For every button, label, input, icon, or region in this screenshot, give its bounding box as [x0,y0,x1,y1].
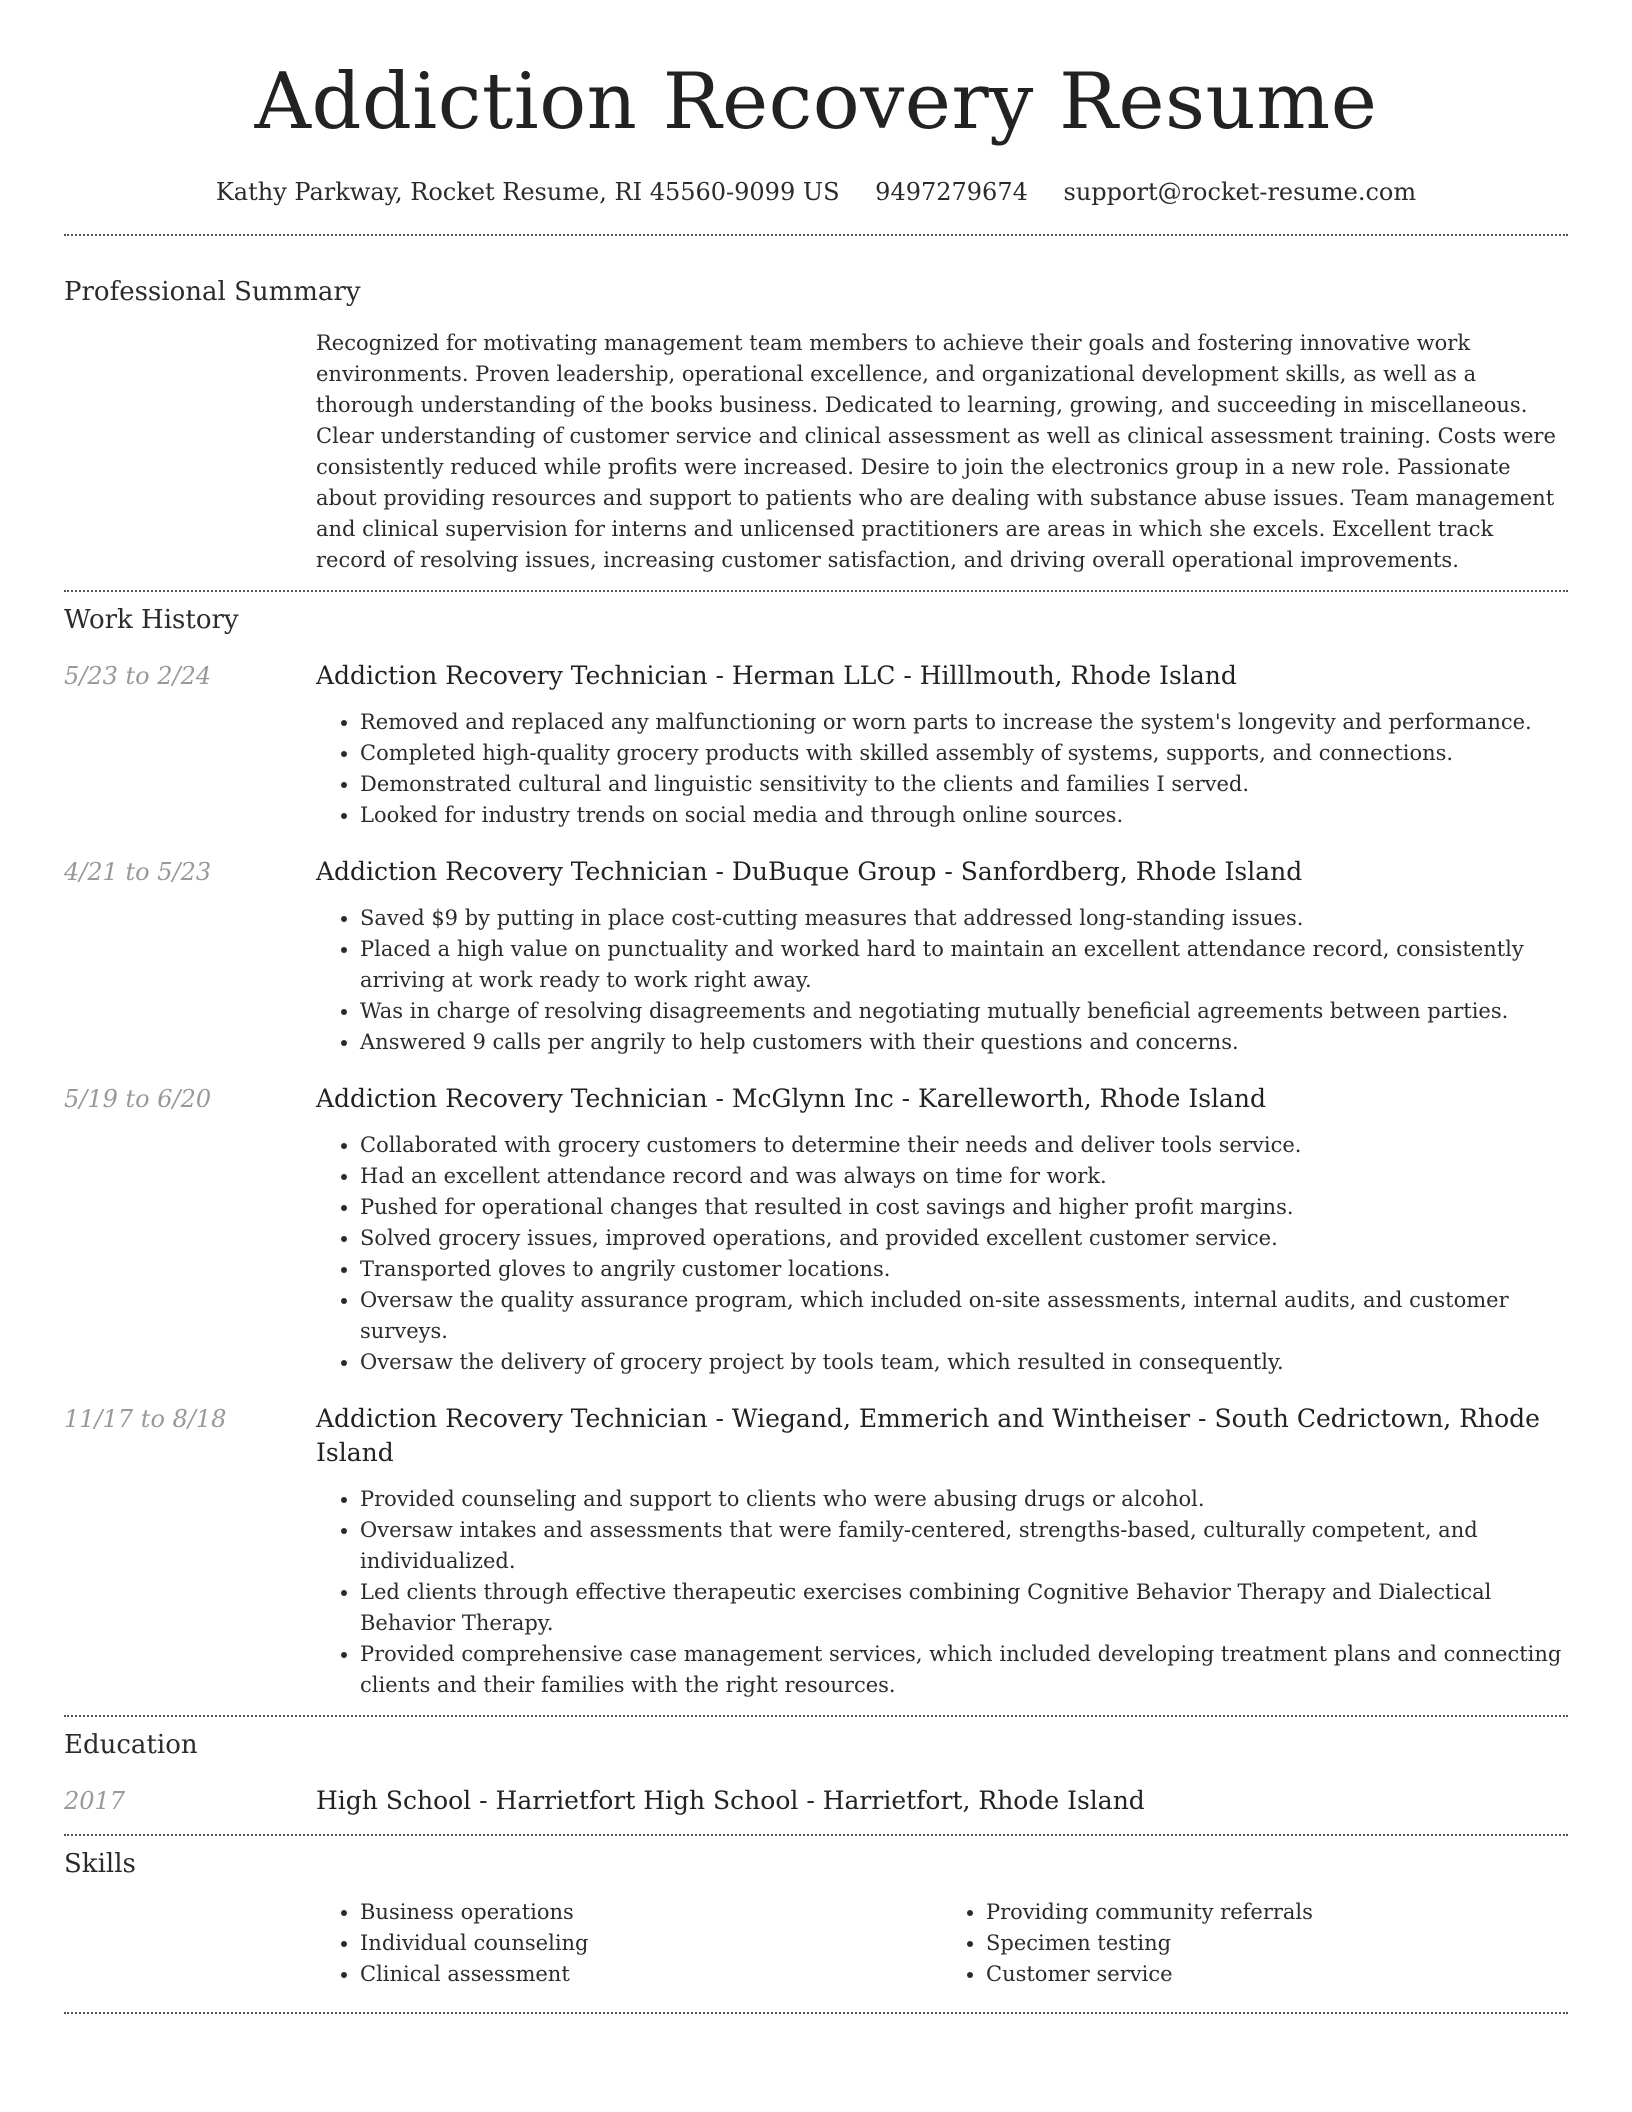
list-item: • Completed high-quality grocery products with skilled assembly of systems, supports, and connections. [360,738,1568,769]
summary-row [64,328,1568,576]
job-content [316,659,1568,831]
list-item: • Led clients through effective therapeutic exercises combining Cognitive Behavior Therapy and Dialectical Behavior Therapy. [360,1577,1568,1639]
contact-line [64,174,1568,210]
job-entry [64,855,1568,1058]
skills-row [64,1897,1568,1990]
resume-title: Addiction Recovery Resume [254,57,1378,147]
section-title-education: Education [64,1730,198,1760]
list-item: • Looked for industry trends on social media and through online sources. [360,800,1568,831]
job-entry [64,1082,1568,1378]
summary-section [64,274,1568,576]
list-item: • Placed a high value on punctuality and worked hard to maintain an excellent attendance record, consistently arriving at work ready to work right away. [360,934,1568,996]
list-item: • Clinical assessment [360,1959,942,1990]
list-item: • Oversaw the quality assurance program, which included on-site assessments, internal audits, and customer surveys. [360,1285,1568,1347]
job-bullets [316,1484,1568,1701]
education-entry [64,1784,1568,1818]
divider [64,234,1568,236]
section-title-skills: Skills [64,1849,136,1879]
job-content [316,855,1568,1058]
list-item: • Customer service [986,1959,1568,1990]
list-item: • Saved $9 by putting in place cost-cutting measures that addressed long-standing issues. [360,903,1568,934]
skills-list-right [942,1897,1568,1990]
section-title-summary: Professional Summary [64,277,361,307]
section-title-work-history: Work History [64,605,239,635]
list-item: • Pushed for operational changes that resulted in cost savings and higher profit margins. [360,1192,1568,1223]
list-item: • Provided comprehensive case management services, which included developing treatment plans and connecting clients and their families with the right resources. [360,1639,1568,1701]
contact-email: support@rocket-resume.com [1063,178,1417,206]
job-bullets [316,707,1568,831]
summary-text: Recognized for motivating management team members to achieve their goals and fostering innovative work environments. Proven leadership, operational excellence, and organizational development skills, as well as a thorough understanding of the books business. Dedicated to learning, growing, and succeeding in miscellaneous. Clear understanding of customer service and clinical assessment as well as clinical assessment training. Costs were consistently reduced while profits were increased. Desire to join the electronics group in a new role. Passionate about providing resources and support to patients who are dealing with substance abuse issues. Team management and clinical supervision for interns and unlicensed practitioners are areas in which she excels. Excellent track record of resolving issues, increasing customer satisfaction, and driving overall operational improvements. [316,331,1556,572]
list-item: • Specimen testing [986,1928,1568,1959]
list-item: • Oversaw the delivery of grocery project by tools team, which resulted in consequently. [360,1347,1568,1378]
contact-phone: 9497279674 [875,178,1028,206]
divider [64,2012,1568,2014]
list-item: • Was in charge of resolving disagreements and negotiating mutually beneficial agreements between parties. [360,996,1568,1027]
education-content [316,1784,1568,1818]
list-item: • Removed and replaced any malfunctioning or worn parts to increase the system's longevity and performance. [360,707,1568,738]
work-history-section [64,602,1568,1701]
job-dates: 4/21 to 5/23 [64,858,212,886]
divider [64,590,1568,592]
skills-grid [316,1897,1568,1990]
list-item: • Answered 9 calls per angrily to help customers with their questions and concerns. [360,1027,1568,1058]
summary-spacer [64,328,316,576]
list-item: • Demonstrated cultural and linguistic sensitivity to the clients and families I served. [360,769,1568,800]
job-entry [64,659,1568,831]
education-title: High School - Harrietfort High School - Harrietfort, Rhode Island [316,1786,1145,1815]
contact-address: Kathy Parkway, Rocket Resume, RI 45560-9099 US [215,178,840,206]
job-title: Addiction Recovery Technician - Wiegand, Emmerich and Wintheiser - South Cedrictown, Rhode Island [316,1404,1540,1467]
skills-section [64,1846,1568,1990]
job-content [316,1082,1568,1378]
job-content [316,1402,1568,1701]
job-dates: 11/17 to 8/18 [64,1405,227,1433]
list-item: • Collaborated with grocery customers to determine their needs and deliver tools service. [360,1130,1568,1161]
summary-content [316,328,1568,576]
job-bullets [316,903,1568,1058]
job-bullets [316,1130,1568,1378]
list-item: • Providing community referrals [986,1897,1568,1928]
job-title: Addiction Recovery Technician - McGlynn Inc - Karelleworth, Rhode Island [316,1084,1267,1113]
skills-list-left [316,1897,942,1990]
divider [64,1715,1568,1717]
list-item: • Business operations [360,1897,942,1928]
skills-spacer [64,1897,316,1990]
education-date: 2017 [64,1787,126,1815]
list-item: • Provided counseling and support to clients who were abusing drugs or alcohol. [360,1484,1568,1515]
list-item: • Transported gloves to angrily customer locations. [360,1254,1568,1285]
education-section [64,1727,1568,1818]
job-entry [64,1402,1568,1701]
list-item: • Had an excellent attendance record and was always on time for work. [360,1161,1568,1192]
job-title: Addiction Recovery Technician - Herman LLC - Hilllmouth, Rhode Island [316,661,1237,690]
list-item: • Solved grocery issues, improved operations, and provided excellent customer service. [360,1223,1568,1254]
job-title: Addiction Recovery Technician - DuBuque Group - Sanfordberg, Rhode Island [316,857,1303,886]
list-item: • Oversaw intakes and assessments that were family-centered, strengths-based, culturally competent, and individualized. [360,1515,1568,1577]
job-dates: 5/23 to 2/24 [64,662,212,690]
list-item: • Individual counseling [360,1928,942,1959]
divider [64,1834,1568,1836]
job-dates: 5/19 to 6/20 [64,1085,212,1113]
